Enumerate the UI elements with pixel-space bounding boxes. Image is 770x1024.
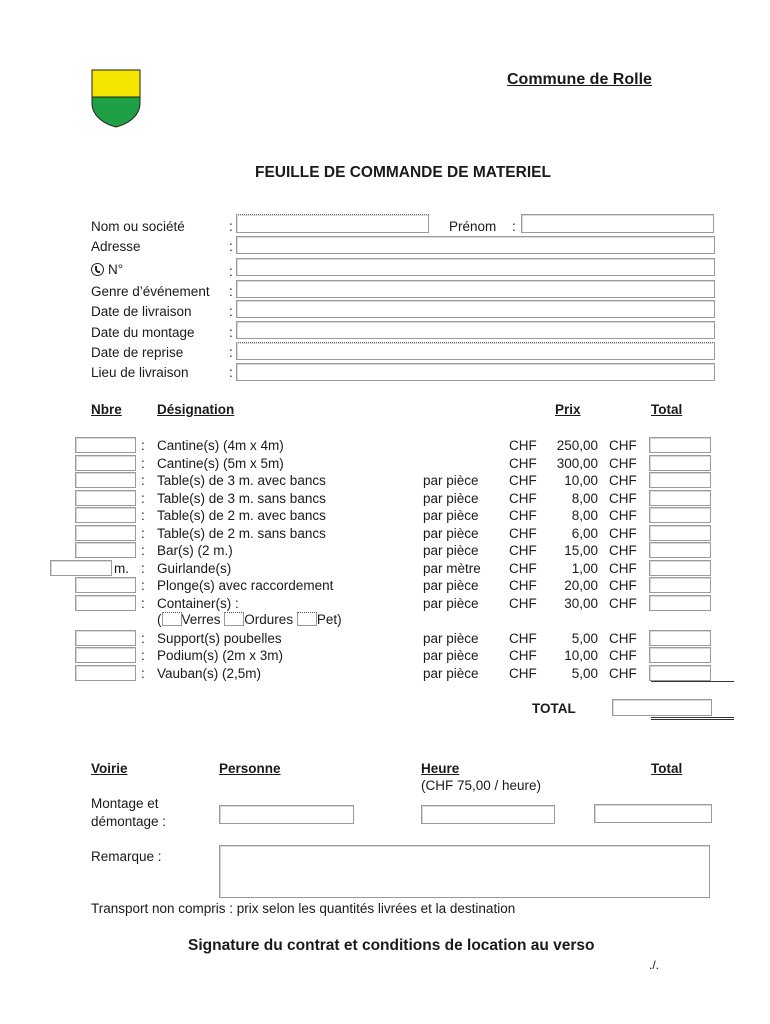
item-unit: par pièce <box>423 508 479 523</box>
price-currency: CHF <box>509 491 537 506</box>
phone-label <box>91 262 123 277</box>
item-price: 10,00 <box>564 648 598 663</box>
price-currency: CHF <box>509 438 537 453</box>
item-designation: Cantine(s) (5m x 5m) <box>157 456 284 471</box>
item-designation: Table(s) de 2 m. sans bancs <box>157 526 326 541</box>
item-total-field[interactable] <box>649 490 711 506</box>
item-designation: Container(s) : <box>157 596 239 611</box>
item-unit: par mètre <box>423 561 481 576</box>
item-total-field[interactable] <box>649 507 711 523</box>
total-currency: CHF <box>609 543 637 558</box>
col-nbre-header: Nbre <box>91 402 122 417</box>
item-price: 8,00 <box>571 508 598 523</box>
ordures-checkbox[interactable] <box>224 612 244 626</box>
phone-label-text: N° <box>108 262 124 277</box>
total-currency: CHF <box>609 631 637 646</box>
quantity-input[interactable] <box>75 490 136 506</box>
item-designation: Table(s) de 2 m. avec bancs <box>157 508 326 523</box>
item-price: 20,00 <box>564 578 598 593</box>
montage-label-line1: Montage et <box>91 796 159 811</box>
container-open-paren: ( <box>157 612 162 627</box>
total-currency: CHF <box>609 666 637 681</box>
quantity-input[interactable] <box>75 455 136 471</box>
colon: : <box>141 596 145 611</box>
total-label: TOTAL <box>532 701 576 716</box>
price-currency: CHF <box>509 666 537 681</box>
grand-total-field[interactable] <box>612 699 712 716</box>
nom-label: Nom ou société <box>91 219 185 234</box>
item-total-field[interactable] <box>649 525 711 541</box>
colon: : <box>141 491 145 506</box>
colon: : <box>141 526 145 541</box>
item-total-field[interactable] <box>649 665 711 681</box>
colon: : <box>141 578 145 593</box>
ordures-label: Ordures <box>244 612 294 627</box>
montage-date-label: Date du montage <box>91 325 195 340</box>
heure-field[interactable] <box>421 805 555 824</box>
item-designation: Cantine(s) (4m x 4m) <box>157 438 284 453</box>
page-title: FEUILLE DE COMMANDE DE MATERIEL <box>255 164 551 181</box>
total-currency: CHF <box>609 561 637 576</box>
colon: : <box>229 365 233 380</box>
quantity-input[interactable] <box>75 595 136 611</box>
signature-title: Signature du contrat et conditions de location au verso <box>188 937 595 954</box>
verres-label: Verres <box>181 612 221 627</box>
colon: : <box>141 438 145 453</box>
remarque-textarea[interactable] <box>219 845 710 898</box>
commune-name: Commune de Rolle <box>507 71 652 88</box>
colon: : <box>141 456 145 471</box>
price-currency: CHF <box>509 526 537 541</box>
item-designation: Table(s) de 3 m. sans bancs <box>157 491 326 506</box>
colon: : <box>229 325 233 340</box>
item-designation: Support(s) poubelles <box>157 631 282 646</box>
quantity-input[interactable] <box>50 560 112 576</box>
pet-label: Pet) <box>316 612 342 627</box>
price-currency: CHF <box>509 456 537 471</box>
nom-field[interactable] <box>236 214 429 233</box>
item-price: 15,00 <box>564 543 598 558</box>
colon: : <box>141 543 145 558</box>
colon: : <box>141 648 145 663</box>
item-designation: Vauban(s) (2,5m) <box>157 666 262 681</box>
price-currency: CHF <box>509 631 537 646</box>
total-currency: CHF <box>609 491 637 506</box>
total-underline <box>651 717 734 718</box>
total-double-underline <box>651 719 734 720</box>
price-currency: CHF <box>509 508 537 523</box>
quantity-input[interactable] <box>75 665 136 681</box>
col-total-header: Total <box>651 402 683 417</box>
livraison-field[interactable] <box>236 300 715 318</box>
colon: : <box>229 219 233 234</box>
montage-label-line2: démontage : <box>91 814 167 829</box>
quantity-input[interactable] <box>75 472 136 488</box>
colon: : <box>229 239 233 254</box>
price-currency: CHF <box>509 543 537 558</box>
item-price: 1,00 <box>571 561 598 576</box>
item-unit: par pièce <box>423 596 479 611</box>
total-currency: CHF <box>609 578 637 593</box>
prenom-label: Prénom <box>449 219 497 234</box>
item-price: 6,00 <box>571 526 598 541</box>
item-price: 30,00 <box>564 596 598 611</box>
genre-label: Genre d’événement <box>91 284 210 299</box>
colon: : <box>141 561 145 576</box>
quantity-input[interactable] <box>75 525 136 541</box>
price-currency: CHF <box>509 596 537 611</box>
item-price: 300,00 <box>556 456 598 471</box>
remarque-label: Remarque : <box>91 849 162 864</box>
total-currency: CHF <box>609 456 637 471</box>
col-voirie-header: Voirie <box>91 761 128 776</box>
lieu-label: Lieu de livraison <box>91 365 189 380</box>
item-designation: Podium(s) (2m x 3m) <box>157 648 284 663</box>
colon: : <box>141 508 145 523</box>
personne-field[interactable] <box>219 805 354 824</box>
total-currency: CHF <box>609 508 637 523</box>
quantity-input[interactable] <box>75 577 136 593</box>
colon: : <box>512 219 516 234</box>
item-unit: par pièce <box>423 526 479 541</box>
item-total-field[interactable] <box>649 577 711 593</box>
colon: : <box>229 304 233 319</box>
lieu-field[interactable] <box>236 363 715 381</box>
item-unit: par pièce <box>423 473 479 488</box>
total-currency: CHF <box>609 438 637 453</box>
colon: : <box>229 284 233 299</box>
price-currency: CHF <box>509 578 537 593</box>
quantity-input[interactable] <box>75 507 136 523</box>
item-total-field[interactable] <box>649 437 711 453</box>
total-currency: CHF <box>609 473 637 488</box>
item-unit: par pièce <box>423 648 479 663</box>
livraison-label: Date de livraison <box>91 304 192 319</box>
item-designation: Bar(s) (2 m.) <box>157 543 233 558</box>
item-price: 250,00 <box>556 438 598 453</box>
item-unit: par pièce <box>423 578 479 593</box>
price-currency: CHF <box>509 473 537 488</box>
item-designation: Guirlande(s) <box>157 561 232 576</box>
item-total-field[interactable] <box>649 455 711 471</box>
prenom-field[interactable] <box>521 214 714 233</box>
total-currency: CHF <box>609 596 637 611</box>
item-price: 8,00 <box>571 491 598 506</box>
phone-field[interactable] <box>236 258 715 276</box>
item-unit: par pièce <box>423 631 479 646</box>
colon: : <box>229 264 233 279</box>
item-unit: par pièce <box>423 666 479 681</box>
item-total-field[interactable] <box>649 472 711 488</box>
verres-checkbox[interactable] <box>162 612 182 626</box>
item-price: 10,00 <box>564 473 598 488</box>
quantity-input[interactable] <box>75 647 136 663</box>
col-prix-header: Prix <box>555 402 581 417</box>
heure-rate: (CHF 75,00 / heure) <box>421 778 542 793</box>
colon: : <box>141 631 145 646</box>
item-price: 5,00 <box>571 666 598 681</box>
col-designation-header: Désignation <box>157 402 235 417</box>
reprise-label: Date de reprise <box>91 345 184 360</box>
genre-field[interactable] <box>236 280 715 298</box>
item-designation: Table(s) de 3 m. avec bancs <box>157 473 326 488</box>
quantity-input[interactable] <box>75 542 136 558</box>
phone-icon <box>91 263 104 276</box>
price-currency: CHF <box>509 648 537 663</box>
transport-note: Transport non compris : prix selon les quantités livrées et la destination <box>91 901 516 916</box>
montage-date-field[interactable] <box>236 321 715 339</box>
col-personne-header: Personne <box>219 761 281 776</box>
quantity-input[interactable] <box>75 630 136 646</box>
price-currency: CHF <box>509 561 537 576</box>
total-divider <box>651 681 734 682</box>
item-total-field[interactable] <box>649 647 711 663</box>
colon: : <box>141 473 145 488</box>
total-currency: CHF <box>609 526 637 541</box>
item-total-field[interactable] <box>649 630 711 646</box>
pet-checkbox[interactable] <box>297 612 317 626</box>
item-total-field[interactable] <box>649 595 711 611</box>
quantity-input[interactable] <box>75 437 136 453</box>
adresse-field[interactable] <box>236 236 715 254</box>
item-price: 5,00 <box>571 631 598 646</box>
total-currency: CHF <box>609 648 637 663</box>
continuation-mark: ./. <box>649 958 660 972</box>
container-options <box>157 612 342 627</box>
colon: : <box>229 345 233 360</box>
voirie-total-header: Total <box>651 761 683 776</box>
commune-crest-logo <box>91 69 141 128</box>
item-total-field[interactable] <box>649 560 711 576</box>
voirie-total-field[interactable] <box>594 804 712 823</box>
meter-unit: m. <box>114 561 129 576</box>
item-total-field[interactable] <box>649 542 711 558</box>
colon: : <box>141 666 145 681</box>
item-unit: par pièce <box>423 491 479 506</box>
item-designation: Plonge(s) avec raccordement <box>157 578 334 593</box>
reprise-field[interactable] <box>236 342 715 360</box>
item-unit: par pièce <box>423 543 479 558</box>
adresse-label: Adresse <box>91 239 141 254</box>
col-heure-header: Heure <box>421 761 460 776</box>
